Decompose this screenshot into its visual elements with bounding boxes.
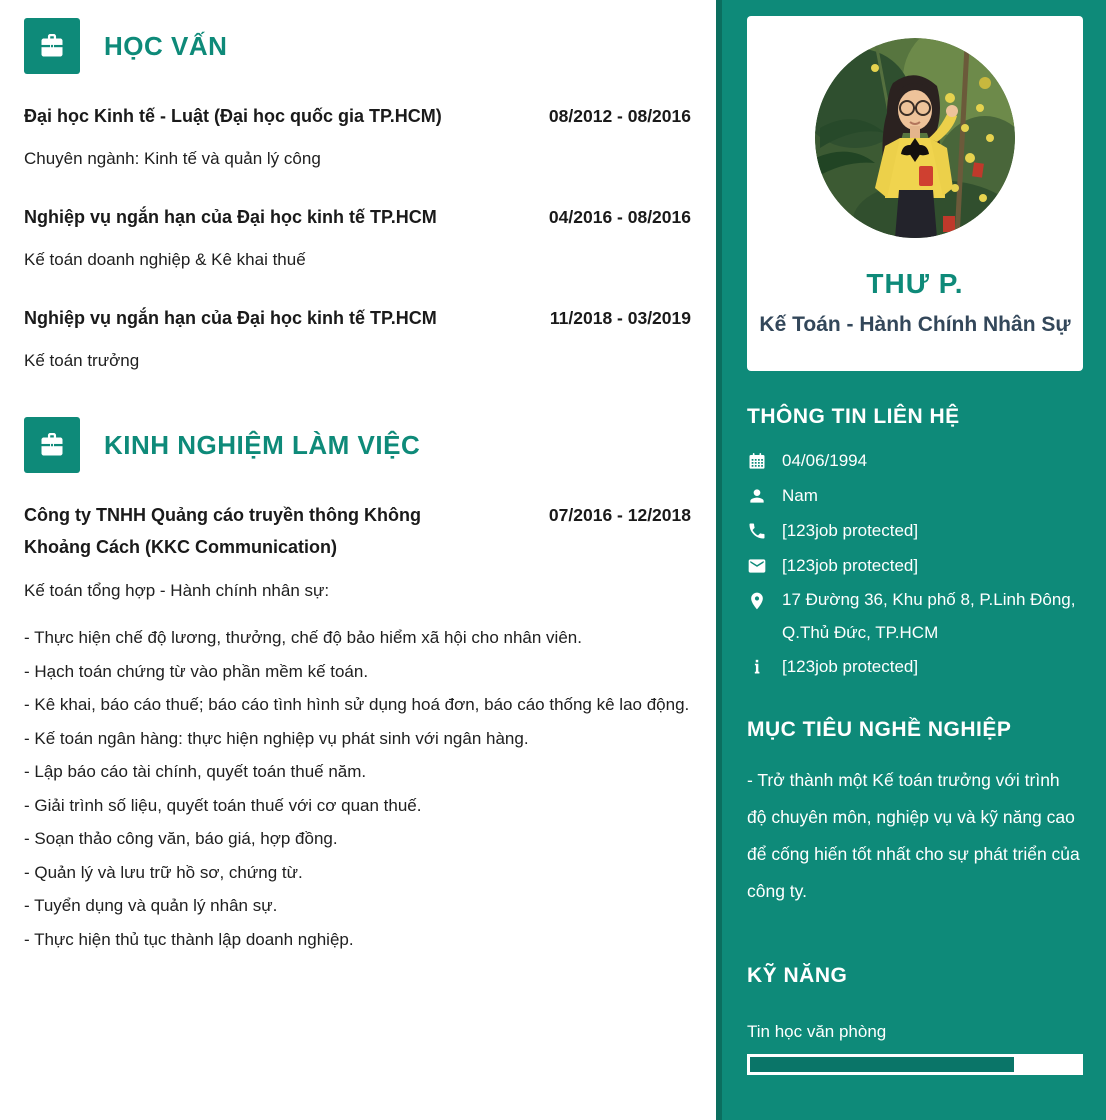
phone-icon (747, 521, 767, 541)
education-school: Đại học Kinh tế - Luật (Đại học quốc gia TP.HCM) (24, 106, 442, 126)
skill-progress-fill (750, 1057, 1014, 1072)
education-entry (24, 302, 691, 377)
section-header-education (24, 18, 691, 74)
contact-item-info (747, 649, 1083, 684)
experience-bullet: - Kế toán ngân hàng: thực hiện nghiệp vụ phát sinh với ngân hàng. (24, 728, 529, 748)
education-school: Nghiệp vụ ngắn hạn của Đại học kinh tế TP.HCM (24, 308, 437, 328)
contact-text: 04/06/1994 (782, 451, 868, 470)
experience-bullet: - Hạch toán chứng từ vào phần mềm kế toán. (24, 661, 369, 681)
contact-item-email (747, 548, 1083, 583)
contact-text: [123job protected] (782, 556, 919, 575)
skill-progress-bar (747, 1054, 1083, 1075)
experience-bullet: - Giải trình số liệu, quyết toán thuế với cơ quan thuế. (24, 795, 422, 815)
contact-text: [123job protected] (782, 521, 919, 540)
experience-bullet: - Thực hiện thủ tục thành lập doanh nghiệp. (24, 929, 354, 949)
education-entry (24, 100, 691, 175)
education-entry (24, 201, 691, 276)
briefcase-icon (24, 18, 80, 74)
contact-text: 17 Đường 36, Khu phố 8, P.Linh Đông, Q.Thủ Đức, TP.HCM (782, 590, 1076, 642)
education-major: Kế toán doanh nghiệp & Kê khai thuế (24, 250, 306, 269)
section-header-experience (24, 417, 691, 473)
section-title-education: HỌC VẤN (104, 30, 228, 61)
section-education (24, 18, 691, 377)
experience-bullet: - Tuyển dụng và quản lý nhân sự. (24, 896, 278, 915)
education-major: Kế toán trưởng (24, 351, 140, 370)
candidate-job-title: Kế Toán - Hành Chính Nhân Sự (759, 313, 1071, 336)
experience-bullet: - Quản lý và lưu trữ hồ sơ, chứng từ. (24, 862, 303, 882)
profile-photo (815, 38, 1015, 238)
info-icon (747, 657, 767, 677)
education-dates: 08/2012 - 08/2016 (548, 106, 691, 126)
email-icon (747, 556, 767, 576)
experience-company: Công ty TNHH Quảng cáo truyền thông Không Khoảng Cách (KKC Communication) (24, 505, 421, 557)
education-major: Chuyên ngành: Kinh tế và quản lý công (24, 149, 321, 168)
education-dates: 04/2016 - 08/2016 (548, 207, 691, 227)
skills-heading: KỸ NĂNG (747, 964, 848, 987)
profile-card (747, 16, 1083, 371)
location-icon (747, 591, 767, 611)
contact-item-address (747, 583, 1083, 649)
objective-text: - Trở thành một Kế toán trưởng với trình độ chuyên môn, nghiệp vụ và kỹ năng cao để cống hiến tốt nhất cho sự phát triển của công ty. (747, 770, 1080, 901)
contact-item-gender (747, 478, 1083, 513)
contact-text: [123job protected] (782, 657, 919, 676)
experience-role: Kế toán tổng hợp - Hành chính nhân sự: (24, 581, 330, 600)
experience-bullet: - Lập báo cáo tài chính, quyết toán thuế năm. (24, 762, 367, 781)
experience-dates: 07/2016 - 12/2018 (548, 505, 691, 525)
calendar-icon (747, 451, 767, 471)
experience-bullet: - Soạn thảo công văn, báo giá, hợp đồng. (24, 829, 338, 848)
candidate-name: THƯ P. (866, 268, 964, 299)
contact-item-birthday (747, 443, 1083, 478)
skill-label: Tin học văn phòng (747, 1022, 887, 1041)
section-title-experience: KINH NGHIỆM LÀM VIỆC (104, 429, 421, 460)
section-experience (24, 417, 691, 956)
contact-list (747, 443, 1083, 684)
contact-heading: THÔNG TIN LIÊN HỆ (747, 405, 960, 428)
experience-bullet: - Kê khai, báo cáo thuế; báo cáo tình hình sử dụng hoá đơn, báo cáo thống kê lao động. (24, 695, 690, 714)
sidebar (716, 0, 1106, 1120)
contact-item-phone (747, 513, 1083, 548)
education-dates: 11/2018 - 03/2019 (549, 308, 691, 328)
experience-entry (24, 499, 691, 956)
briefcase-icon (24, 417, 80, 473)
contact-text: Nam (782, 486, 818, 505)
experience-bullet: - Thực hiện chế độ lương, thưởng, chế độ bảo hiểm xã hội cho nhân viên. (24, 628, 582, 647)
objective-heading: MỤC TIÊU NGHỀ NGHIỆP (747, 718, 1012, 741)
education-school: Nghiệp vụ ngắn hạn của Đại học kinh tế TP.HCM (24, 207, 437, 227)
person-icon (747, 486, 767, 506)
